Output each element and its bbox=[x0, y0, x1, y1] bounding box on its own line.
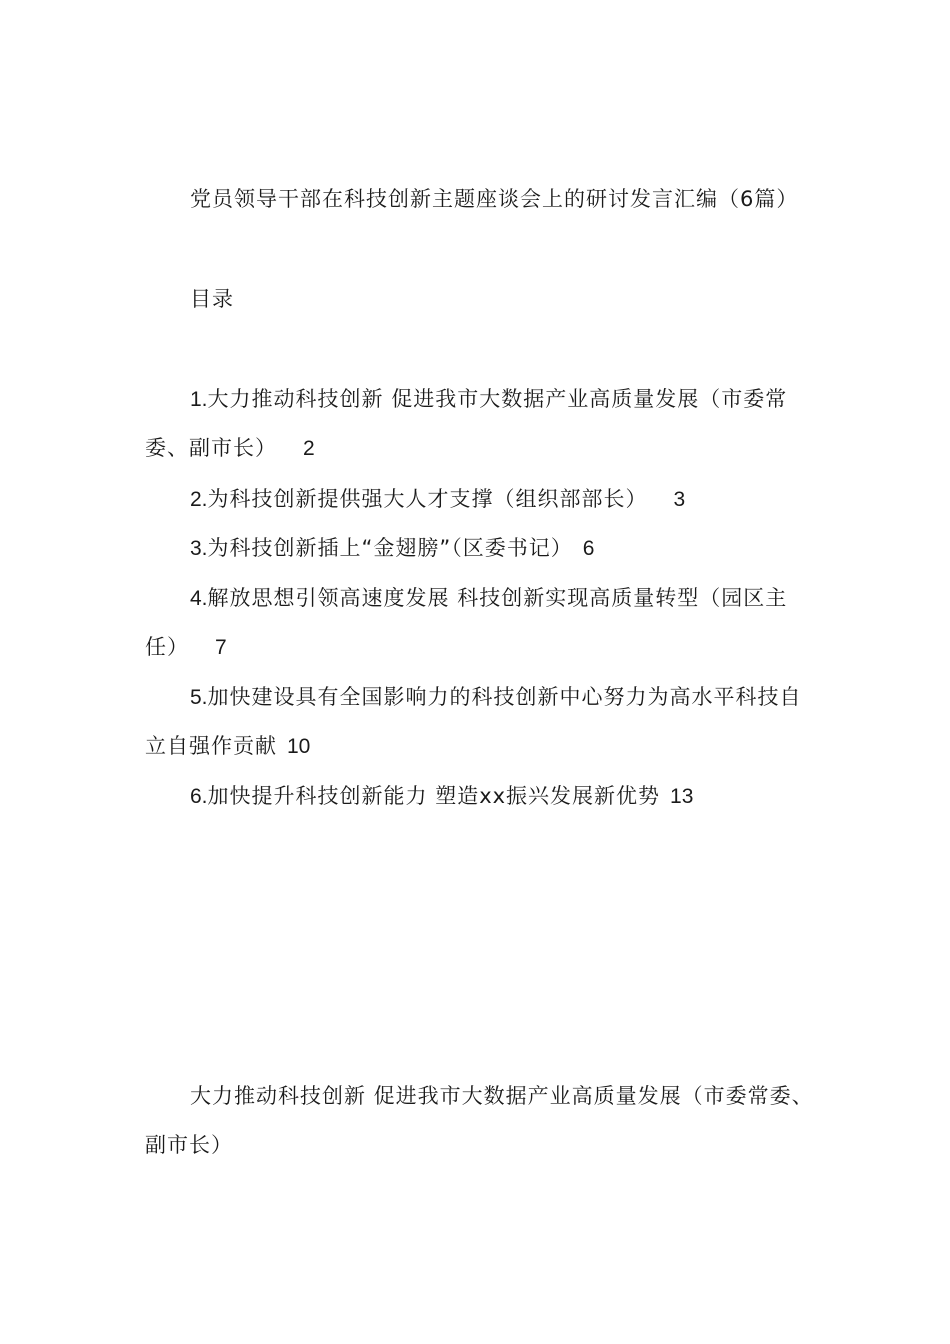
toc-entry-number: 3. bbox=[190, 537, 208, 560]
toc-entry-number: 2. bbox=[190, 488, 208, 511]
toc-entry-page: 3 bbox=[673, 488, 686, 511]
toc-entry-text: 为科技创新插上“金翅膀”（区委书记） bbox=[207, 536, 573, 560]
toc-entry-number: 4. bbox=[190, 587, 208, 610]
toc-heading: 目录 bbox=[190, 287, 234, 311]
toc-entry[interactable] bbox=[145, 574, 810, 672]
section-title: 大力推动科技创新 促进我市大数据产业高质量发展（市委常委、副市长） bbox=[145, 1084, 814, 1157]
toc-entry[interactable] bbox=[145, 524, 810, 573]
toc-entry[interactable] bbox=[145, 375, 810, 473]
toc-entry-page: 2 bbox=[303, 437, 315, 460]
toc-entry[interactable] bbox=[145, 673, 810, 771]
toc-entry-text: 为科技创新提供强大人才支撑（组织部部长） bbox=[207, 487, 648, 511]
toc-entry-page: 7 bbox=[215, 636, 227, 659]
toc-entry-page: 6 bbox=[582, 537, 595, 560]
toc-entry-number: 1. bbox=[190, 388, 208, 411]
toc-entry[interactable] bbox=[145, 772, 810, 821]
toc-entry-text: 加快建设具有全国影响力的科技创新中心努力为高水平科技自立自强作贡献 bbox=[145, 685, 802, 758]
toc-entry-text: 解放思想引领高速度发展 科技创新实现高质量转型（园区主任） bbox=[145, 586, 788, 659]
toc-entry-page: 13 bbox=[670, 785, 694, 808]
toc-entry[interactable] bbox=[145, 475, 810, 524]
toc-entry-number: 5. bbox=[190, 686, 208, 709]
document-title: 党员领导干部在科技创新主题座谈会上的研讨发言汇编（6篇） bbox=[190, 187, 799, 211]
toc-entry-number: 6. bbox=[190, 785, 208, 808]
toc-entry-text: 大力推动科技创新 促进我市大数据产业高质量发展（市委常委、副市长） bbox=[145, 387, 788, 460]
toc-entry-text: 加快提升科技创新能力 塑造xx振兴发展新优势 bbox=[207, 784, 661, 808]
toc-entry-page: 10 bbox=[287, 735, 311, 758]
